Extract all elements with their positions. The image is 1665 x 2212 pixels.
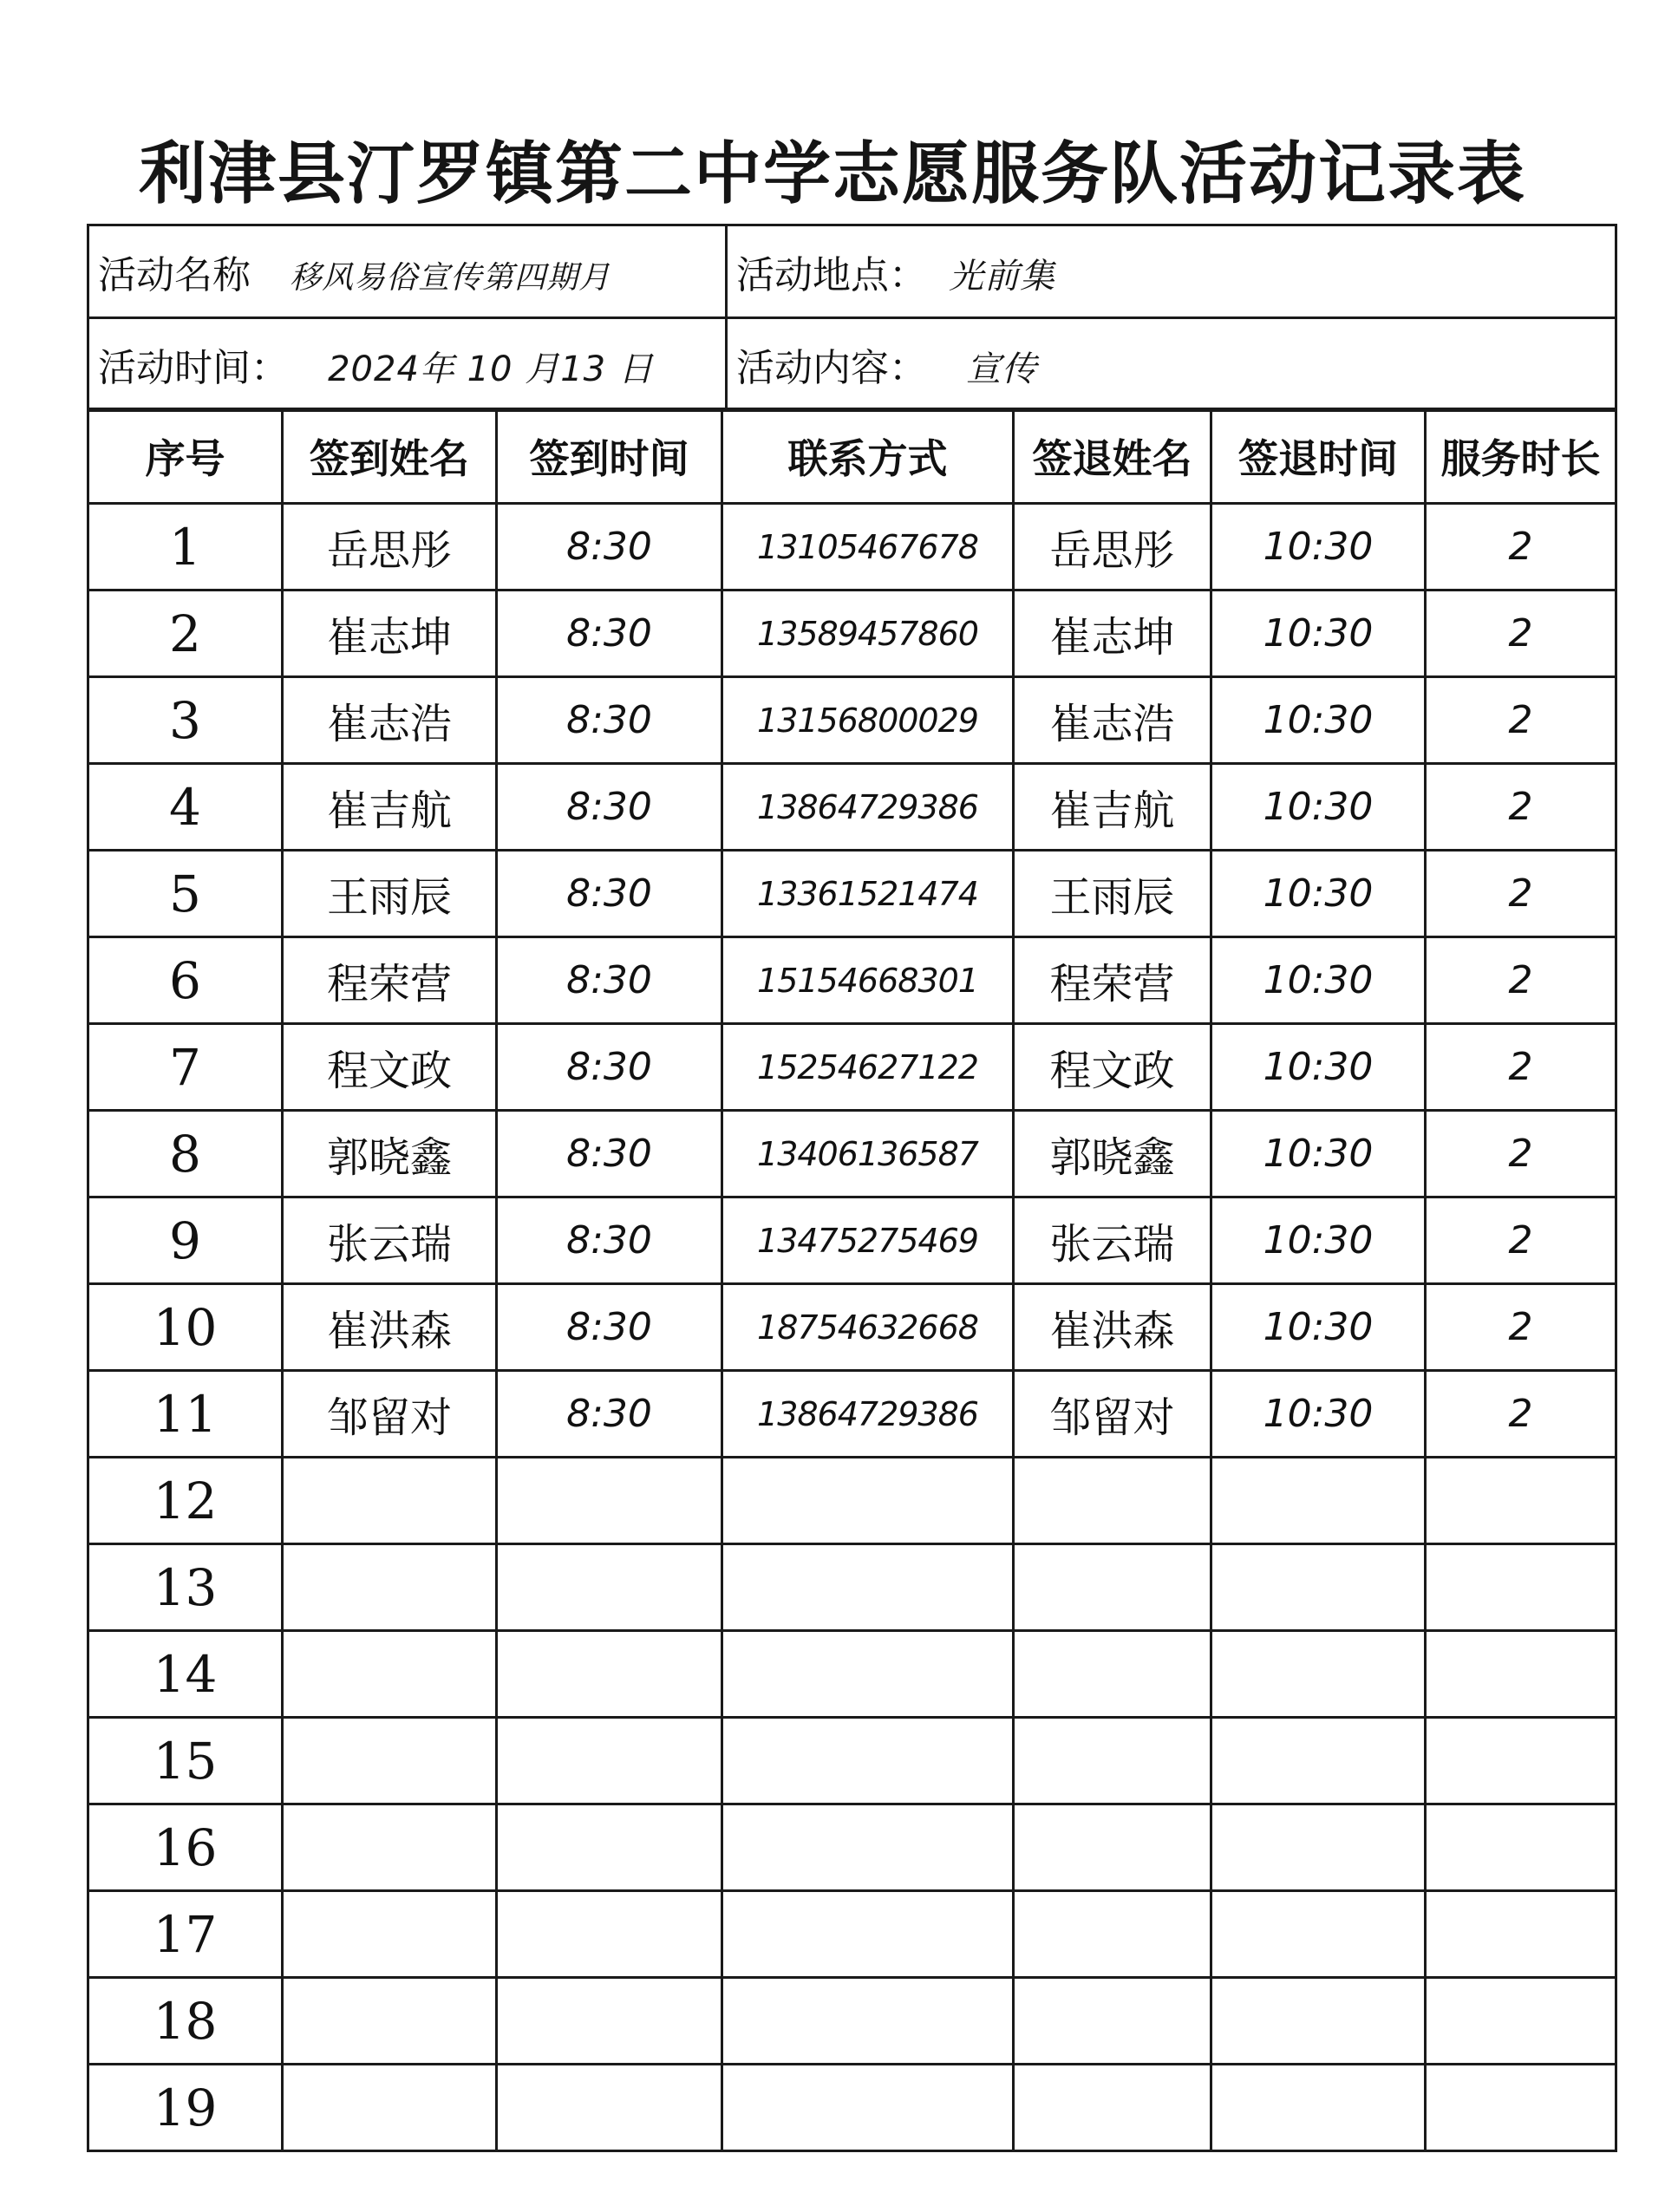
service-hours xyxy=(1426,1544,1616,1631)
signin-name xyxy=(283,2065,497,2151)
service-hours xyxy=(1426,1631,1616,1718)
signin-time xyxy=(497,1978,722,2065)
signout-name xyxy=(1014,1631,1211,1718)
info-row-name-place xyxy=(88,225,1616,318)
signout-time: 10:30 xyxy=(1211,764,1426,851)
table-row xyxy=(88,504,1616,591)
signin-time: 8:30 xyxy=(497,1284,722,1371)
activity-content-label: 活动内容： xyxy=(736,346,927,390)
row-number: 19 xyxy=(88,2065,283,2151)
table-row xyxy=(88,1024,1616,1111)
activity-time-cell xyxy=(88,318,727,411)
signout-time: 10:30 xyxy=(1211,937,1426,1024)
signin-time: 8:30 xyxy=(497,937,722,1024)
signout-time xyxy=(1211,1631,1426,1718)
table-row xyxy=(88,1458,1616,1544)
activity-name-value: 移风易俗宣传第四期月 xyxy=(290,260,611,296)
header-contact: 联系方式 xyxy=(722,409,1014,504)
signin-name xyxy=(283,1631,497,1718)
row-number: 1 xyxy=(88,504,283,591)
row-number: 7 xyxy=(88,1024,283,1111)
table-row xyxy=(88,764,1616,851)
row-number: 11 xyxy=(88,1371,283,1458)
signin-name: 郭晓鑫 xyxy=(283,1111,497,1197)
signout-name: 程荣营 xyxy=(1014,937,1211,1024)
table-row xyxy=(88,2065,1616,2151)
row-number: 3 xyxy=(88,677,283,764)
signin-time xyxy=(497,2065,722,2151)
table-row xyxy=(88,591,1616,677)
signin-name xyxy=(283,1978,497,2065)
row-number: 2 xyxy=(88,591,283,677)
table-row xyxy=(88,1197,1616,1284)
signout-name xyxy=(1014,1718,1211,1804)
signout-name xyxy=(1014,1458,1211,1544)
signout-name xyxy=(1014,2065,1211,2151)
signin-time: 8:30 xyxy=(497,1197,722,1284)
contact-phone: 13406136587 xyxy=(722,1111,1014,1197)
signin-name xyxy=(283,1718,497,1804)
signout-name: 岳思彤 xyxy=(1014,504,1211,591)
header-service-hours: 服务时长 xyxy=(1426,409,1616,504)
service-hours xyxy=(1426,1804,1616,1891)
row-number: 9 xyxy=(88,1197,283,1284)
signout-name xyxy=(1014,1544,1211,1631)
table-row xyxy=(88,1371,1616,1458)
service-hours: 2 xyxy=(1426,851,1616,937)
header-signin-name: 签到姓名 xyxy=(283,409,497,504)
signin-name: 岳思彤 xyxy=(283,504,497,591)
activity-place-cell xyxy=(727,225,1616,318)
signin-name: 崔洪森 xyxy=(283,1284,497,1371)
signin-time: 8:30 xyxy=(497,764,722,851)
signout-time: 10:30 xyxy=(1211,1197,1426,1284)
activity-time-label: 活动时间： xyxy=(98,346,289,390)
signin-time: 8:30 xyxy=(497,1024,722,1111)
table-row xyxy=(88,1718,1616,1804)
activity-content-value: 宣传 xyxy=(966,349,1038,389)
contact-phone: 13105467678 xyxy=(722,504,1014,591)
signout-name: 崔吉航 xyxy=(1014,764,1211,851)
activity-content-cell xyxy=(727,318,1616,411)
table-row xyxy=(88,1891,1616,1978)
contact-phone: 13864729386 xyxy=(722,764,1014,851)
attendance-table xyxy=(87,408,1617,2152)
service-hours: 2 xyxy=(1426,764,1616,851)
row-number: 5 xyxy=(88,851,283,937)
signout-name: 邹留对 xyxy=(1014,1371,1211,1458)
service-hours: 2 xyxy=(1426,1197,1616,1284)
contact-phone: 13864729386 xyxy=(722,1371,1014,1458)
contact-phone xyxy=(722,1718,1014,1804)
signin-time xyxy=(497,1631,722,1718)
service-hours: 2 xyxy=(1426,591,1616,677)
contact-phone: 13475275469 xyxy=(722,1197,1014,1284)
signout-time xyxy=(1211,1458,1426,1544)
row-number: 13 xyxy=(88,1544,283,1631)
signout-time: 10:30 xyxy=(1211,591,1426,677)
signout-time: 10:30 xyxy=(1211,1371,1426,1458)
table-row xyxy=(88,851,1616,937)
table-header-row xyxy=(88,409,1616,504)
signout-time xyxy=(1211,1804,1426,1891)
service-hours xyxy=(1426,2065,1616,2151)
signin-name: 邹留对 xyxy=(283,1371,497,1458)
activity-info-table xyxy=(87,224,1617,412)
table-row xyxy=(88,677,1616,764)
table-row xyxy=(88,1631,1616,1718)
signout-time xyxy=(1211,1718,1426,1804)
service-hours xyxy=(1426,1718,1616,1804)
contact-phone: 13589457860 xyxy=(722,591,1014,677)
table-row xyxy=(88,1978,1616,2065)
contact-phone xyxy=(722,1631,1014,1718)
signin-time xyxy=(497,1544,722,1631)
header-signin-time: 签到时间 xyxy=(497,409,722,504)
header-signout-time: 签退时间 xyxy=(1211,409,1426,504)
signin-name: 程荣营 xyxy=(283,937,497,1024)
service-hours: 2 xyxy=(1426,937,1616,1024)
signout-name xyxy=(1014,1978,1211,2065)
activity-name-label: 活动名称 xyxy=(98,253,251,297)
signout-time xyxy=(1211,1978,1426,2065)
signin-time xyxy=(497,1718,722,1804)
activity-time-value: 2024年 10 月13 日 xyxy=(328,349,654,389)
signin-name: 崔吉航 xyxy=(283,764,497,851)
header-no: 序号 xyxy=(88,409,283,504)
service-hours xyxy=(1426,1458,1616,1544)
activity-name-cell xyxy=(88,225,727,318)
contact-phone xyxy=(722,1544,1014,1631)
contact-phone xyxy=(722,2065,1014,2151)
contact-phone xyxy=(722,1978,1014,2065)
service-hours: 2 xyxy=(1426,1111,1616,1197)
row-number: 6 xyxy=(88,937,283,1024)
activity-place-value: 光前集 xyxy=(949,257,1056,297)
signin-time xyxy=(497,1891,722,1978)
signout-name: 崔志坤 xyxy=(1014,591,1211,677)
signout-time xyxy=(1211,1544,1426,1631)
signout-time: 10:30 xyxy=(1211,851,1426,937)
signout-name: 王雨辰 xyxy=(1014,851,1211,937)
signin-name xyxy=(283,1804,497,1891)
page-title: 利津县汀罗镇第二中学志愿服务队活动记录表 xyxy=(138,135,1526,213)
row-number: 10 xyxy=(88,1284,283,1371)
signin-time: 8:30 xyxy=(497,677,722,764)
signin-name: 王雨辰 xyxy=(283,851,497,937)
signout-time: 10:30 xyxy=(1211,504,1426,591)
signin-name xyxy=(283,1891,497,1978)
contact-phone: 15154668301 xyxy=(722,937,1014,1024)
signout-name: 张云瑞 xyxy=(1014,1197,1211,1284)
service-hours: 2 xyxy=(1426,504,1616,591)
signin-name: 崔志浩 xyxy=(283,677,497,764)
table-row xyxy=(88,1111,1616,1197)
signout-time: 10:30 xyxy=(1211,677,1426,764)
signin-time: 8:30 xyxy=(497,504,722,591)
service-hours: 2 xyxy=(1426,1371,1616,1458)
service-hours: 2 xyxy=(1426,677,1616,764)
signout-name: 程文政 xyxy=(1014,1024,1211,1111)
signin-time: 8:30 xyxy=(497,851,722,937)
row-number: 15 xyxy=(88,1718,283,1804)
signin-time: 8:30 xyxy=(497,591,722,677)
signin-name: 崔志坤 xyxy=(283,591,497,677)
signout-name xyxy=(1014,1891,1211,1978)
service-hours: 2 xyxy=(1426,1024,1616,1111)
contact-phone: 18754632668 xyxy=(722,1284,1014,1371)
signout-time xyxy=(1211,2065,1426,2151)
signin-name: 张云瑞 xyxy=(283,1197,497,1284)
row-number: 14 xyxy=(88,1631,283,1718)
row-number: 8 xyxy=(88,1111,283,1197)
table-row xyxy=(88,937,1616,1024)
signin-name xyxy=(283,1544,497,1631)
signin-name xyxy=(283,1458,497,1544)
signin-time: 8:30 xyxy=(497,1111,722,1197)
contact-phone: 15254627122 xyxy=(722,1024,1014,1111)
row-number: 18 xyxy=(88,1978,283,2065)
header-signout-name: 签退姓名 xyxy=(1014,409,1211,504)
signout-time: 10:30 xyxy=(1211,1284,1426,1371)
info-row-time-content xyxy=(88,318,1616,411)
contact-phone xyxy=(722,1804,1014,1891)
signout-name xyxy=(1014,1804,1211,1891)
signout-time xyxy=(1211,1891,1426,1978)
service-hours: 2 xyxy=(1426,1284,1616,1371)
row-number: 12 xyxy=(88,1458,283,1544)
signin-time xyxy=(497,1458,722,1544)
contact-phone xyxy=(722,1458,1014,1544)
service-hours xyxy=(1426,1978,1616,2065)
signout-name: 崔志浩 xyxy=(1014,677,1211,764)
signout-name: 郭晓鑫 xyxy=(1014,1111,1211,1197)
table-row xyxy=(88,1284,1616,1371)
row-number: 17 xyxy=(88,1891,283,1978)
row-number: 16 xyxy=(88,1804,283,1891)
service-hours xyxy=(1426,1891,1616,1978)
signin-time xyxy=(497,1804,722,1891)
contact-phone: 13156800029 xyxy=(722,677,1014,764)
contact-phone xyxy=(722,1891,1014,1978)
signin-time: 8:30 xyxy=(497,1371,722,1458)
signout-name: 崔洪森 xyxy=(1014,1284,1211,1371)
signout-time: 10:30 xyxy=(1211,1111,1426,1197)
contact-phone: 13361521474 xyxy=(722,851,1014,937)
signout-time: 10:30 xyxy=(1211,1024,1426,1111)
table-row xyxy=(88,1544,1616,1631)
signin-name: 程文政 xyxy=(283,1024,497,1111)
row-number: 4 xyxy=(88,764,283,851)
activity-place-label: 活动地点： xyxy=(736,253,927,297)
table-row xyxy=(88,1804,1616,1891)
